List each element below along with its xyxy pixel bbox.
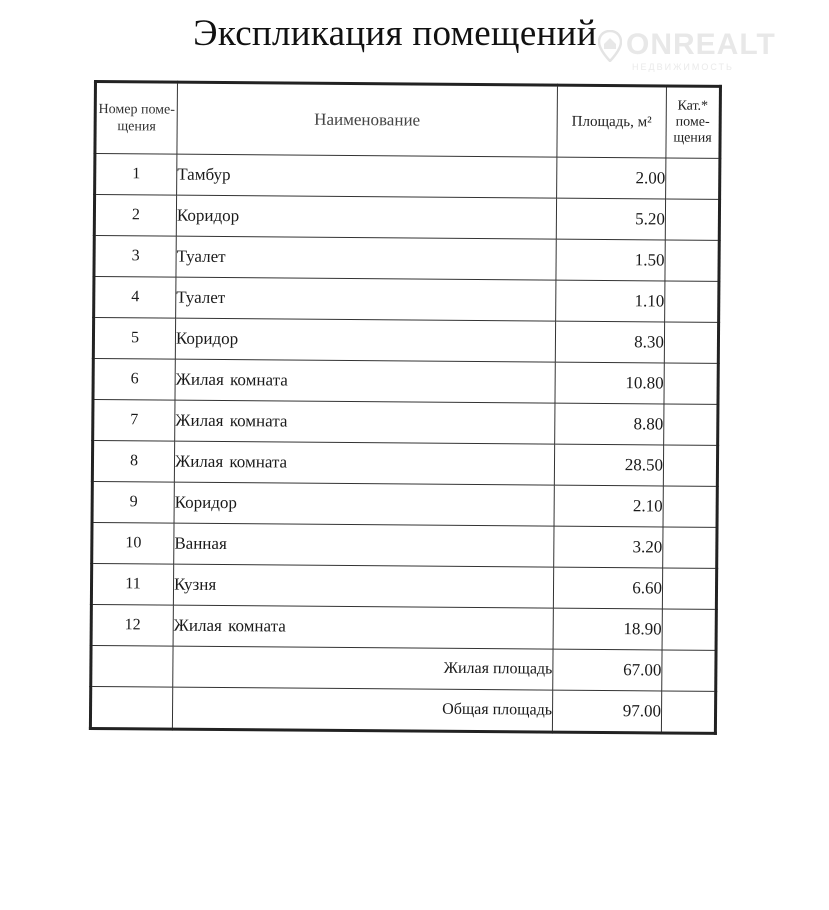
room-area: 5.20 (556, 198, 665, 240)
room-category (664, 322, 718, 363)
room-name: Коридор (175, 318, 555, 362)
total-living-empty (91, 645, 173, 687)
watermark (598, 28, 818, 78)
room-name: Кузня (173, 564, 553, 608)
total-living-label: Жилая площадь (173, 646, 553, 690)
table-row (92, 481, 717, 527)
room-number: 1 (95, 154, 177, 196)
table-row (94, 277, 719, 323)
page-title: Экспликация помещений (193, 13, 597, 54)
table-row (93, 400, 718, 446)
room-category (663, 445, 717, 486)
room-area: 8.30 (555, 321, 664, 363)
room-area: 10.80 (555, 362, 664, 404)
room-number: 4 (94, 277, 176, 319)
total-overall-category (661, 691, 715, 733)
table-row (92, 441, 717, 487)
header-area-label: Площадь, м² (571, 113, 652, 130)
table-row (93, 318, 718, 364)
total-overall-label: Общая площадь (172, 687, 552, 732)
room-area: 6.60 (553, 567, 662, 609)
room-name: Ванная (174, 523, 554, 567)
room-category (662, 568, 716, 609)
room-name: Туалет (176, 236, 556, 280)
watermark-brand: ONREALT (626, 28, 776, 61)
room-number: 3 (94, 236, 176, 278)
table-row (94, 195, 719, 241)
room-area: 2.00 (557, 157, 666, 199)
room-name: Жилая комната (173, 605, 553, 649)
room-number: 8 (92, 441, 174, 483)
room-area: 1.50 (556, 239, 665, 281)
room-number: 2 (94, 195, 176, 237)
room-name: Тамбур (177, 154, 557, 198)
room-category (665, 199, 719, 240)
table-header-row (95, 82, 721, 159)
table-row (94, 236, 719, 282)
room-number: 12 (91, 604, 173, 646)
room-number: 9 (92, 481, 174, 523)
header-category: Кат.* поме-щения (666, 86, 721, 158)
room-name: Туалет (176, 277, 556, 321)
room-category (663, 486, 717, 527)
room-category (663, 527, 717, 568)
room-name: Коридор (176, 195, 556, 239)
room-category (666, 158, 720, 199)
room-category (665, 281, 719, 322)
room-number: 7 (93, 400, 175, 442)
room-area: 3.20 (554, 526, 663, 568)
room-category (662, 609, 716, 650)
total-living-value: 67.00 (553, 649, 662, 691)
room-category (665, 240, 719, 281)
room-area: 28.50 (554, 444, 663, 486)
room-category (664, 363, 718, 404)
rooms-body (90, 154, 719, 734)
total-row-living (91, 645, 716, 691)
total-row-overall (90, 686, 715, 733)
table-row (91, 604, 716, 650)
room-name: Коридор (174, 482, 554, 526)
header-area (557, 85, 667, 158)
room-name: Жилая комната (175, 359, 555, 403)
watermark-subtitle: НЕДВИЖИМОСТЬ (632, 62, 734, 72)
table-row (95, 154, 720, 200)
rooms-table-wrap (89, 80, 722, 735)
room-area: 1.10 (556, 280, 665, 322)
room-number: 6 (93, 359, 175, 401)
room-category (664, 404, 718, 445)
total-overall-value: 97.00 (552, 690, 661, 733)
room-number: 11 (91, 563, 173, 605)
house-pin-icon (598, 30, 622, 62)
room-number: 10 (92, 522, 174, 564)
room-name: Жилая комната (174, 441, 554, 485)
room-area: 2.10 (554, 485, 663, 527)
table-row (93, 359, 718, 405)
header-name: Наименование (177, 82, 558, 157)
room-number: 5 (93, 318, 175, 360)
header-number: Номер поме-щения (95, 82, 178, 155)
room-area: 18.90 (553, 608, 662, 650)
table-row (92, 522, 717, 568)
table-row (91, 563, 716, 609)
total-overall-empty (90, 686, 172, 729)
room-area: 8.80 (555, 403, 664, 445)
total-living-category (662, 650, 716, 691)
rooms-table (89, 80, 722, 735)
room-name: Жилая комната (175, 400, 555, 444)
